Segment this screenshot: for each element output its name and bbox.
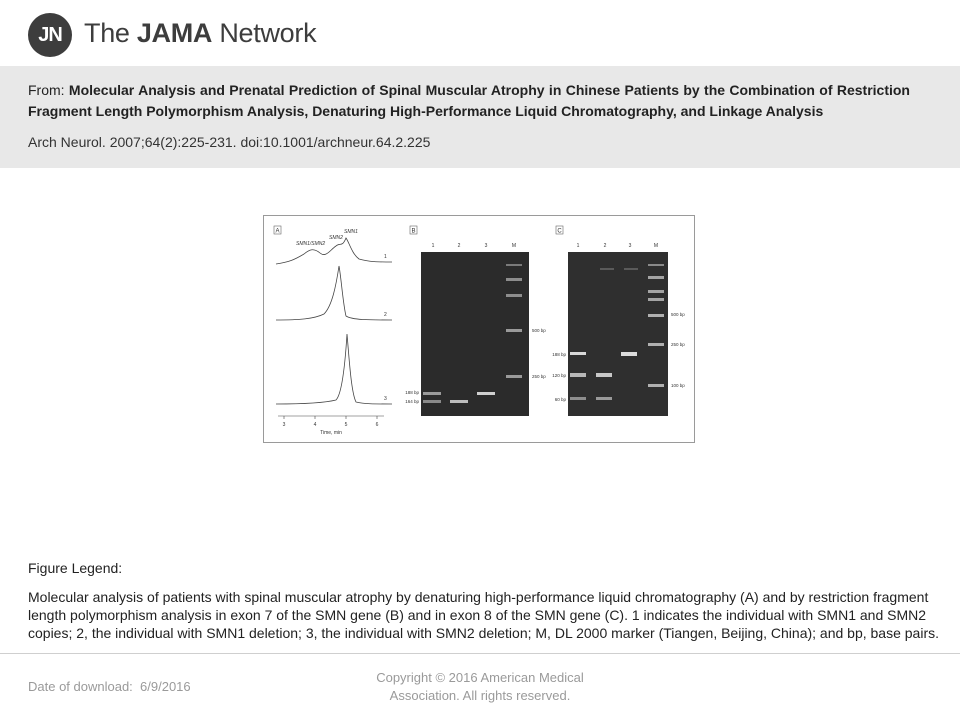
gel-b-lane-label-m: M — [511, 243, 517, 249]
citation-banner — [0, 66, 960, 168]
gel-c-band-lane3-188 — [621, 352, 637, 356]
gel-b-marker-band-2 — [506, 278, 522, 281]
panel-a-label: A — [275, 228, 280, 235]
jama-network-logo-mark[interactable] — [28, 13, 72, 57]
chromatogram-trace-3 — [276, 334, 392, 404]
gel-c-lane-label-m: M — [653, 243, 659, 249]
figure-image — [263, 215, 695, 443]
jama-network-logo-text[interactable] — [84, 18, 316, 49]
gel-b-size-label-500: 500 bp — [532, 328, 546, 333]
peak-label-smn1: SMN1 — [344, 229, 358, 235]
article-title: Molecular Analysis and Prenatal Prediction of Spinal Muscular Atrophy in Chinese Patients by the Combination of Restriction Fragment Length Polymorphism Analysis, Denaturing High-Performance Liquid Chromatography, and Linkage Analysis — [28, 82, 910, 119]
article-reference: Arch Neurol. 2007;64(2):225-231. doi:10.1001/archneur.64.2.225 — [28, 134, 431, 150]
gel-c-marker-band-250 — [648, 343, 664, 346]
download-date — [28, 679, 191, 694]
gel-c-band-lane2-120 — [596, 373, 612, 377]
logo-text-bold: JAMA — [136, 18, 213, 48]
gel-b-lane-label-3: 3 — [484, 243, 488, 249]
gel-c-size-label-250: 250 bp — [671, 342, 685, 347]
gel-c-size-label-60: 60 bp — [554, 397, 566, 402]
figure-legend-text: Molecular analysis of patients with spinal muscular atrophy by denaturing high-performance liquid chromatography (A) and by restriction fragment length polymorphism analysis in exon 7 of the SMN gene (B) and in exon 8 of the SMN gene (C). 1 indicates the individual with SMN1 and SMN2 copies; 2, the individual with SMN1 deletion; 3, the individual with SMN2 deletion; M, DL 2000 marker (Tiangen, Beijing, China); and bp, base pairs. — [28, 589, 940, 641]
gel-b-background — [421, 252, 529, 416]
gel-c-marker-band-2 — [648, 276, 664, 279]
gel-b-band-lane1-164 — [423, 400, 441, 403]
gel-c-marker-band-100 — [648, 384, 664, 387]
panel-b-label: B — [411, 228, 416, 235]
gel-b-marker-band-250 — [506, 375, 522, 378]
peak-label-smn2: SMN2 — [329, 235, 343, 241]
x-tick-label-5: 5 — [344, 422, 348, 428]
gel-b-marker-band-500 — [506, 329, 522, 332]
panel-c-label: C — [557, 228, 562, 235]
footer-divider — [0, 653, 960, 654]
gel-b-band-lane2 — [450, 400, 468, 403]
trace-label-1: 1 — [384, 254, 387, 260]
gel-b-size-label-250: 250 bp — [532, 374, 546, 379]
figure-legend-heading: Figure Legend: — [28, 560, 123, 576]
x-tick-label-6: 6 — [375, 422, 379, 428]
from-label: From: — [28, 82, 69, 98]
logo-text-prefix: The — [84, 18, 137, 48]
header — [0, 0, 960, 66]
gel-c-band-lane1-60 — [570, 397, 586, 400]
gel-b-size-label-188: 188 bp — [405, 390, 419, 395]
trace-label-3: 3 — [384, 396, 387, 402]
gel-c-well-band-2 — [600, 268, 614, 270]
figure-svg — [264, 216, 694, 442]
gel-b-band-lane1-188 — [423, 392, 441, 395]
panel-a — [274, 226, 392, 436]
gel-b-lane-label-2: 2 — [457, 243, 461, 249]
gel-c-marker-band-500 — [648, 314, 664, 317]
download-label: Date of download: — [28, 679, 133, 694]
gel-c-band-lane2-60 — [596, 397, 612, 400]
x-axis-label: Time, min — [320, 430, 342, 436]
gel-c-size-label-500: 500 bp — [671, 312, 685, 317]
gel-c-size-label-188: 188 bp — [552, 352, 566, 357]
gel-c-marker-band-1 — [648, 264, 664, 266]
gel-c-band-lane1-188 — [570, 352, 586, 355]
panel-b — [405, 226, 546, 416]
x-tick-label-4: 4 — [313, 422, 317, 428]
gel-c-size-label-100: 100 bp — [671, 383, 685, 388]
x-tick-label-3: 3 — [282, 422, 286, 428]
gel-c-band-lane1-120 — [570, 373, 586, 377]
chromatogram-trace-2 — [276, 266, 392, 320]
gel-c-marker-band-4 — [648, 298, 664, 301]
gel-c-size-label-120: 120 bp — [552, 373, 566, 378]
gel-b-band-lane3 — [477, 392, 495, 395]
gel-b-marker-band-3 — [506, 294, 522, 297]
gel-b-marker-band-1 — [506, 264, 522, 266]
chromatogram-trace-1 — [276, 238, 392, 264]
download-date-value: 6/9/2016 — [140, 679, 191, 694]
article-citation — [28, 80, 910, 122]
gel-c-marker-band-3 — [648, 290, 664, 293]
copyright-notice: Copyright © 2016 American Medical Association. All rights reserved. — [376, 670, 584, 703]
logo-mark-text: JN — [38, 23, 62, 46]
trace-label-2: 2 — [384, 312, 387, 318]
peak-label-smn1-smn2: SMN1/SMN2 — [296, 241, 326, 247]
gel-c-lane-label-2: 2 — [603, 243, 607, 249]
gel-c-lane-label-3: 3 — [628, 243, 632, 249]
gel-c-lane-label-1: 1 — [576, 243, 580, 249]
logo-text-suffix: Network — [212, 18, 317, 48]
gel-b-size-label-164: 164 bp — [405, 399, 419, 404]
gel-b-lane-label-1: 1 — [431, 243, 435, 249]
panel-c — [552, 226, 685, 416]
gel-c-well-band-3 — [624, 268, 638, 270]
